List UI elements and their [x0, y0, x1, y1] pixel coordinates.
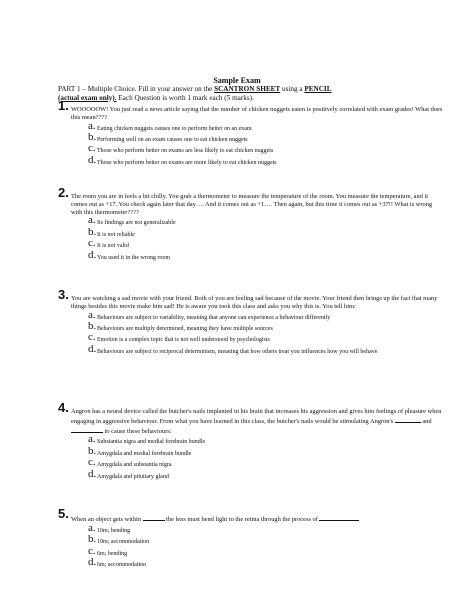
page-title: Sample Exam — [213, 76, 261, 85]
option-letter: b. — [88, 444, 97, 457]
options — [88, 119, 443, 168]
intro-actual: (actual exam only). — [58, 93, 117, 102]
option-text: Behaviours are multiply determined, meaning they have multiple sources — [97, 326, 273, 332]
option-letter: c. — [88, 456, 96, 469]
option-text: 6m; bending — [97, 550, 128, 557]
option-text: Behaviours are subject to variability, meaning that anyone can experience a behaviour differently — [97, 314, 331, 321]
question-text-part: and — [420, 417, 432, 425]
option-text: Substantia nigra and medial forebrain bundle — [97, 439, 206, 446]
option-letter: d. — [88, 556, 97, 569]
question-text: WOOOOOW! You just read a news article saying that the number of chicken nuggets eaten is positively correlated with exam grades! What does this mean???? — [71, 106, 443, 121]
option-text: You used it in the wrong room — [97, 254, 171, 261]
option-letter: c. — [88, 237, 96, 250]
option-b — [88, 225, 443, 239]
option-text: Amygdala and pituitary gland — [97, 473, 169, 480]
option-text: Those who perform better on exams are less likely to eat chicken nuggets — [97, 148, 274, 155]
option-text: It is not reliable — [97, 231, 135, 238]
question-text: The room you are in feels a bit chilly. You grab a thermometer to measure the temperature of the room. You measure the temperature, and it comes out as +17. You check again later that day…. And it comes out as +1…. Then again, but this time it comes out as +37!! What is wrong with this thermometer???? — [71, 193, 433, 216]
option-c — [88, 331, 443, 344]
option-letter: b. — [88, 320, 97, 332]
option-text: Amygdala and medial forebrain bundle — [97, 450, 192, 457]
option-text: Its findings are not generalizable — [97, 220, 176, 227]
option-letter: d. — [88, 342, 97, 355]
question-text-part: When an object gets within — [71, 516, 143, 523]
option-letter: a. — [88, 308, 96, 321]
option-letter: d. — [88, 248, 97, 261]
question-text-part: Angron has a neural device called the butcher's nails implanted in his brain that increases his aggression and gives him feelings of pleasure when engaging in aggressive behaviour. From what you have learned in this class, the butcher's nails would be stimulating Angron's — [71, 408, 442, 425]
option-d — [88, 467, 443, 481]
intro-text: Each Question is worth 1 mark each (5 marks). — [116, 93, 254, 102]
intro-text: PART 1 – Multiple Choice. Fill in your answer on the — [58, 85, 215, 93]
option-a — [88, 308, 443, 322]
option-a — [88, 214, 443, 227]
option-text: 10m; bending — [97, 527, 131, 534]
answer-blank — [143, 514, 165, 521]
question-text: You are watching a sad movie with your friend. Both of you are feeling sad because of the movie. Your friend then brings up the fact that many things besides this movie make him sad! He is aware you took this class and asks you why this is. You tell him: — [71, 295, 438, 310]
option-d — [88, 556, 443, 569]
question-text-part: to cause these behaviours: — [103, 427, 172, 435]
option-a — [88, 433, 443, 446]
option-a — [88, 119, 443, 133]
option-text: Behaviours are subject to reciprocal determinism, meaning that how others treat you influences how you will behave — [97, 348, 378, 355]
question-text — [71, 408, 443, 435]
instructions — [58, 85, 443, 102]
option-text: Emotion is a complex topic that is not well understood by psychologists — [97, 337, 270, 344]
option-letter: b. — [88, 225, 97, 238]
intro-pencil: PENCIL — [304, 85, 332, 93]
options — [88, 214, 443, 262]
answer-blank — [395, 416, 421, 423]
options — [88, 308, 443, 357]
option-text: Performing well on an exam causes one to eat chicken nuggets — [97, 137, 248, 143]
option-letter: c. — [88, 331, 96, 344]
option-letter: c. — [88, 544, 96, 557]
option-c — [88, 142, 443, 155]
option-d — [88, 153, 443, 167]
option-text: Those who perform better on exams are more likely to eat chicken nuggets — [97, 159, 277, 166]
question-number: 3. — [58, 287, 69, 302]
option-c — [88, 544, 443, 558]
option-b — [88, 131, 443, 144]
question-3 — [58, 287, 443, 356]
option-b — [88, 533, 443, 546]
option-letter: a. — [88, 521, 96, 534]
option-text: Eating chicken nuggets causes one to perform better on an exam — [97, 125, 252, 132]
option-letter: a. — [88, 214, 96, 227]
option-letter: d. — [88, 153, 97, 166]
option-text: Amygdala and substantia nigra — [97, 462, 172, 469]
option-c — [88, 237, 443, 250]
option-c — [88, 456, 443, 469]
option-b — [88, 444, 443, 458]
option-text: 10m; accommodation — [97, 539, 150, 546]
option-letter: b. — [88, 533, 97, 546]
question-number: 4. — [58, 400, 69, 415]
option-letter: a. — [88, 119, 96, 132]
question-number: 5. — [58, 506, 69, 521]
intro-text: using a — [280, 85, 305, 93]
question-1 — [58, 98, 443, 167]
option-letter: d. — [88, 467, 97, 480]
option-letter: c. — [88, 142, 96, 155]
question-4 — [58, 400, 443, 481]
question-number: 1. — [58, 98, 69, 113]
option-b — [88, 320, 443, 333]
question-text-part: the lens must bend light to the retina through the process of — [164, 516, 320, 523]
option-d — [88, 342, 443, 356]
options — [88, 521, 443, 570]
option-letter: b. — [88, 131, 97, 143]
intro-scantron: SCANTRON SHEET — [214, 85, 281, 93]
option-d — [88, 248, 443, 262]
option-letter: a. — [88, 433, 96, 446]
option-text: 6m; accommodation — [97, 562, 147, 569]
options — [88, 433, 443, 481]
option-text: It is not valid — [97, 243, 129, 250]
answer-blank — [319, 514, 359, 521]
question-2 — [58, 185, 443, 262]
option-a — [88, 521, 443, 535]
answer-blank — [71, 426, 103, 433]
question-5 — [58, 506, 443, 569]
question-number: 2. — [58, 185, 69, 200]
question-text — [71, 514, 443, 524]
